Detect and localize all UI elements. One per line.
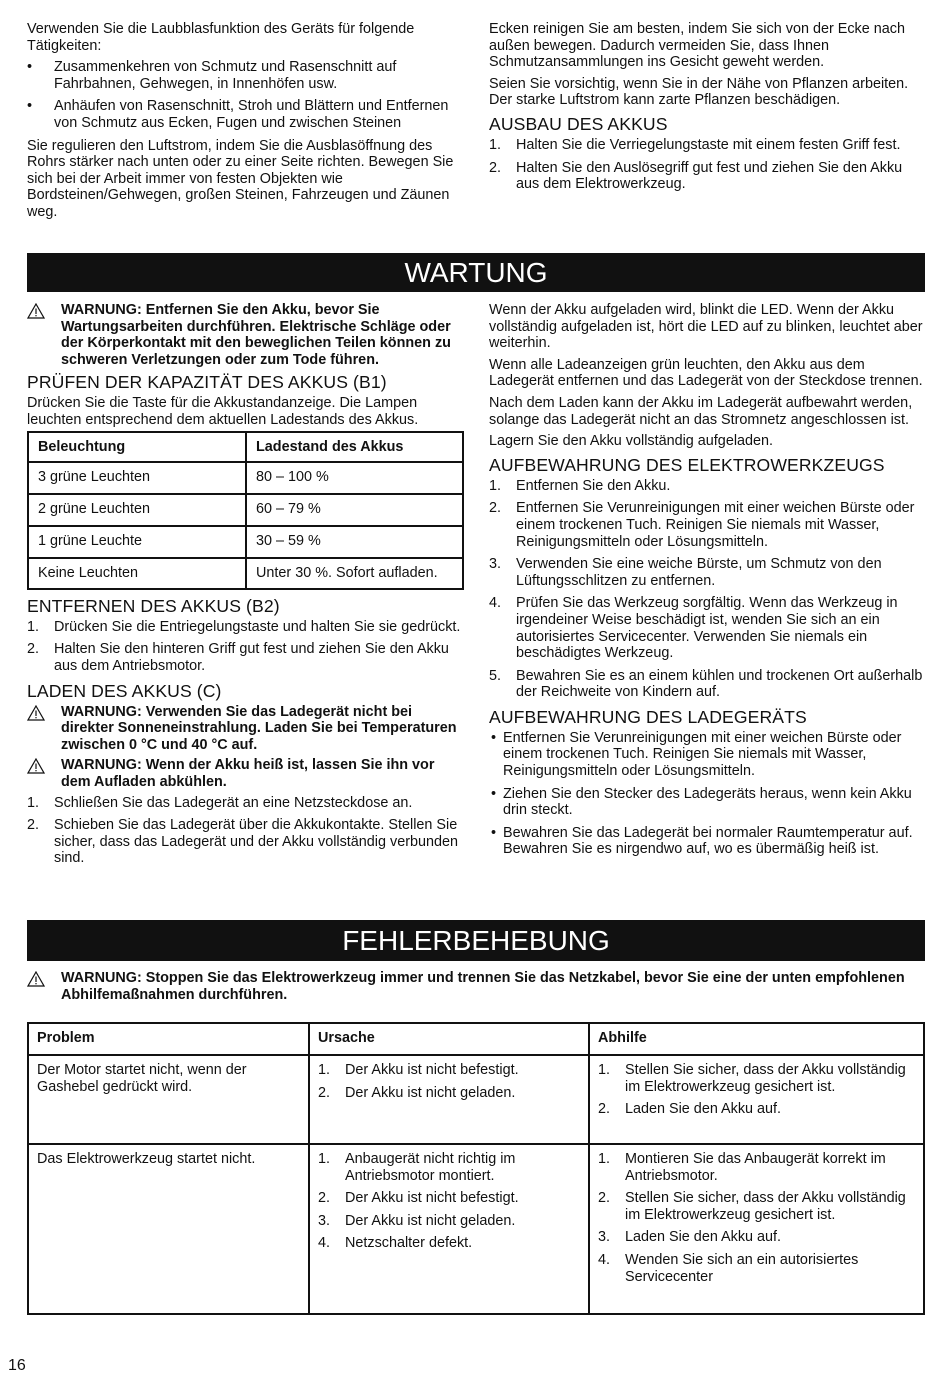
bullet-marker: • [491,785,497,802]
bullet-text: Entfernen Sie Verunreinigungen mit einer weichen Bürste oder einem trockenen Tuch. Reinigen Sie niemals mit Wasser, Reinigungsmitteln oder Lösungsmitteln. [503,729,902,780]
warning-block [27,704,464,754]
table-cell: 2 grüne Leuchten [28,494,246,526]
table-row [28,526,463,558]
step-number: 3. [489,556,502,573]
step-number: 1. [27,794,40,811]
step-text: Schließen Sie das Ladegerät an eine Netzsteckdose an. [54,794,413,811]
step-number: 2. [27,817,40,834]
warning-block [27,757,464,790]
cause-cell [309,1144,589,1314]
list-item [318,1190,580,1207]
warning-text: WARNUNG: Stoppen Sie das Elektrowerkzeug immer und trennen Sie das Netzkabel, bevor Sie eine der unten empfohlenen Abhilfemaßnahmen durchführen. [61,970,905,1003]
list-item [489,730,926,780]
step-text: Laden Sie den Akku auf. [625,1101,782,1118]
bullet-text: Zusammenkehren von Schmutz und Rasenschnitt auf Fahrbahnen, Gehwegen, in Innenhöfen usw. [54,59,397,92]
step-text: Halten Sie den Auslösegriff gut fest und ziehen Sie den Akku aus dem Elektrowerkzeug. [516,159,903,193]
section-heading: PRÜFEN DER KAPAZITÄT DES AKKUS (B1) [27,372,387,393]
list-item [27,641,464,674]
list-item [489,786,926,819]
table-row [28,1055,924,1144]
problem-text: Der Motor startet nicht, wenn der Gashebel gedrückt wird. [37,1062,247,1095]
table-row [28,558,463,589]
step-number: 4. [489,595,502,612]
section-title: FEHLERBEHEBUNG [342,925,610,956]
warning-triangle-icon [27,704,61,754]
step-text: Stellen Sie sicher, dass der Akku vollständig im Elektrowerkzeug gesichert ist. [625,1190,906,1223]
table-cell: Unter 30 %. Sofort aufladen. [246,558,463,589]
section-heading: AUSBAU DES AKKUS [489,113,668,134]
list-item [598,1190,915,1223]
warning-text: WARNUNG: Verwenden Sie das Ladegerät nicht bei direkter Sonneneinstrahlung. Laden Sie bei Temperaturen zwischen 0 °C und 40 °C auf. [61,703,457,753]
corner-text: Ecken reinigen Sie am besten, indem Sie sich von der Ecke nach außen bewegen. Dadurch vermeiden Sie, dass Ihnen Schmutzansammlungen ins Gesicht geweht werden. [489,21,905,71]
list-item [598,1101,915,1118]
section-heading: AUFBEWAHRUNG DES LADEGERÄTS [489,706,807,727]
step-number: 5. [489,667,502,684]
step-text: Anbaugerät nicht richtig im Antriebsmotor montiert. [345,1151,516,1184]
list-item [489,556,926,589]
step-text: Entfernen Sie den Akku. [516,477,671,494]
step-number: 2. [318,1084,331,1101]
step-number: 3. [318,1212,331,1229]
section-heading: AUFBEWAHRUNG DES ELEKTROWERKZEUGS [489,454,885,475]
step-number: 1. [318,1151,331,1167]
table-header: Ladestand des Akkus [246,432,463,463]
store-charged-text: Lagern Sie den Akku vollständig aufgeladen. [489,433,774,450]
table-row [28,1144,924,1314]
intro-text: Verwenden Sie die Laubblasfunktion des Geräts für folgende Tätigkeiten: [27,21,415,54]
warning-block [27,302,464,368]
warning-triangle-icon [27,757,61,790]
step-text: Halten Sie die Verriegelungstaste mit einem festen Griff fest. [516,136,901,153]
table-cell: 80 – 100 % [246,462,463,494]
bullet-marker: • [491,824,497,841]
table-row [28,462,463,494]
page-number: 16 [8,1357,26,1374]
charge-text: Wenn alle Ladeanzeigen grün leuchten, den Akku aus dem Ladegerät entfernen und das Ladegerät von der Steckdose trennen. [489,356,923,390]
list-item [318,1062,580,1079]
warning-triangle-icon [27,302,61,368]
list-item [318,1213,580,1230]
warning-block [27,970,925,1003]
plants-text: Seien Sie vorsichtig, wenn Sie in der Nähe von Pflanzen arbeiten. Der starke Luftstrom kann zarte Pflanzen beschädigen. [489,75,909,109]
step-number: 1. [318,1062,331,1078]
remedy-cell [589,1144,924,1314]
table-header: Ursache [309,1023,589,1055]
step-number: 2. [489,500,502,517]
list-item [489,137,926,154]
warning-text: WARNUNG: Wenn der Akku heiß ist, lassen Sie ihn vor dem Aufladen abkühlen. [61,757,435,790]
step-text: Der Akku ist nicht befestigt. [345,1190,519,1207]
step-text: Wenden Sie sich an ein autorisiertes Servicecenter [625,1251,859,1285]
table-cell: 60 – 79 % [246,494,463,526]
step-text: Entfernen Sie Verunreinigungen mit einer weichen Bürste oder einem trockenen Tuch. Reinigen Sie niemals mit Wasser, Reinigungsmitteln oder Lösungsmitteln. [516,500,915,550]
wartung-right-column [489,302,926,864]
capacity-table [27,431,464,590]
list-item [489,825,926,858]
step-text: Montieren Sie das Anbaugerät korrekt im Antriebsmotor. [625,1151,886,1184]
step-text: Laden Sie den Akku auf. [625,1229,782,1246]
table-header: Beleuchtung [28,432,246,463]
table-cell: 3 grüne Leuchten [28,462,246,494]
step-number: 1. [27,618,40,635]
step-text: Netzschalter defekt. [345,1235,473,1252]
list-item [318,1085,580,1102]
section-heading: LADEN DES AKKUS (C) [27,680,222,701]
list-item [489,160,926,193]
list-item [489,595,926,661]
problem-cell [28,1055,309,1144]
list-item [489,478,926,495]
step-number: 3. [598,1229,611,1246]
step-number: 2. [318,1190,331,1207]
table-cell: 1 grüne Leuchte [28,526,246,558]
list-item [27,59,464,92]
list-item [598,1229,915,1246]
table-header: Problem [28,1023,309,1055]
list-item [27,98,464,131]
step-number: 2. [489,159,502,176]
list-item [27,619,464,636]
list-item [598,1062,915,1095]
fehlerbehebung-banner [27,920,925,961]
step-text: Verwenden Sie eine weiche Bürste, um Schmutz von den Lüftungsschlitzen zu entfernen. [516,556,882,589]
table-cell: 30 – 59 % [246,526,463,558]
warning-triangle-icon [27,970,61,1003]
bullet-marker: • [491,729,497,746]
wartung-banner [27,253,925,292]
step-text: Stellen Sie sicher, dass der Akku vollständig im Elektrowerkzeug gesichert ist. [625,1062,906,1095]
problem-cell [28,1144,309,1314]
storage-text: Nach dem Laden kann der Akku im Ladegerät aufbewahrt werden, solange das Ladegerät nicht an das Stromnetz angeschlossen ist. [489,394,913,428]
list-item [318,1151,580,1184]
capacity-text: Drücken Sie die Taste für die Akkustandanzeige. Die Lampen leuchten entsprechend dem aktuellen Ladestands des Akkus. [27,395,419,428]
table-row [28,494,463,526]
table-cell: Keine Leuchten [28,558,246,589]
step-number: 2. [598,1101,611,1118]
table-header-row [28,1023,924,1055]
step-text: Der Akku ist nicht geladen. [345,1084,516,1101]
warning-text: WARNUNG: Entfernen Sie den Akku, bevor Sie Wartungsarbeiten durchführen. Elektrische Schläge oder der Körperkontakt mit den beweglichen Teilen können zu schweren Verletzungen oder zum Tode führen. [61,302,451,368]
step-number: 2. [27,641,40,658]
list-item [27,795,464,812]
bullet-marker: • [27,59,33,76]
step-number: 1. [598,1062,611,1078]
list-item [598,1151,915,1184]
table-header: Abhilfe [589,1023,924,1055]
step-text: Schieben Sie das Ladegerät über die Akkukontakte. Stellen Sie sicher, dass das Ladegerät und der Akku vollständig verbunden sind. [54,817,459,867]
step-number: 2. [598,1190,611,1207]
section-heading: ENTFERNEN DES AKKUS (B2) [27,595,280,616]
list-item [489,500,926,550]
step-text: Der Akku ist nicht geladen. [345,1212,516,1229]
step-text: Prüfen Sie das Werkzeug sorgfältig. Wenn das Werkzeug in irgendeiner Weise beschädigt ist, wenden Sie sich an ein autorisiertes Servicecenter. Verwenden Sie niemals ein beschädigtes Werkzeug. [516,595,898,662]
list-item [598,1252,915,1285]
step-text: Bewahren Sie es an einem kühlen und trockenen Ort außerhalb der Reichweite von Kindern auf. [516,667,923,701]
list-item [489,668,926,701]
problem-text: Das Elektrowerkzeug startet nicht. [37,1151,256,1167]
step-text: Halten Sie den hinteren Griff gut fest und ziehen Sie den Akku aus dem Antriebsmotor. [54,641,449,674]
top-right-column [489,21,926,199]
step-text: Drücken Sie die Entriegelungstaste und halten Sie sie gedrückt. [54,618,461,635]
step-number: 1. [598,1151,611,1167]
airflow-text: Sie regulieren den Luftstrom, indem Sie die Ausblasöffnung des Rohrs stärker nach unten oder zu einer Seite richten. Bewegen Sie sich bei der Arbeit immer von festen Objekten wie Bordsteinen/Gehwegen, großen Steinen, Fahrzeugen und Zäunen weg. [27,137,454,220]
step-number: 4. [598,1251,611,1268]
cause-cell [309,1055,589,1144]
section-title: WARTUNG [404,257,548,288]
step-number: 1. [489,477,502,494]
wartung-left-column [27,302,464,873]
step-text: Der Akku ist nicht befestigt. [345,1062,519,1078]
table-header-row [28,432,463,463]
bullet-text: Bewahren Sie das Ladegerät bei normaler Raumtemperatur auf. Bewahren Sie es nirgendwo auf, wo es übermäßig heiß ist. [503,824,913,858]
list-item [318,1235,580,1252]
list-item [27,817,464,867]
step-number: 4. [318,1235,331,1252]
bullet-text: Anhäufen von Rasenschnitt, Stroh und Blättern und Entfernen von Schmutz aus Ecken, Fugen und zwischen Steinen [54,98,449,131]
led-text: Wenn der Akku aufgeladen wird, blinkt die LED. Wenn der Akku vollständig aufgeladen ist, hört die LED auf zu blinken, leuchtet aber weiterhin. [489,302,923,352]
bullet-marker: • [27,98,33,115]
top-left-column [27,21,464,226]
troubleshooting-table [27,1022,925,1315]
bullet-text: Ziehen Sie den Stecker des Ladegeräts heraus, wenn kein Akku drin steckt. [503,785,912,819]
step-number: 1. [489,136,502,153]
remedy-cell [589,1055,924,1144]
